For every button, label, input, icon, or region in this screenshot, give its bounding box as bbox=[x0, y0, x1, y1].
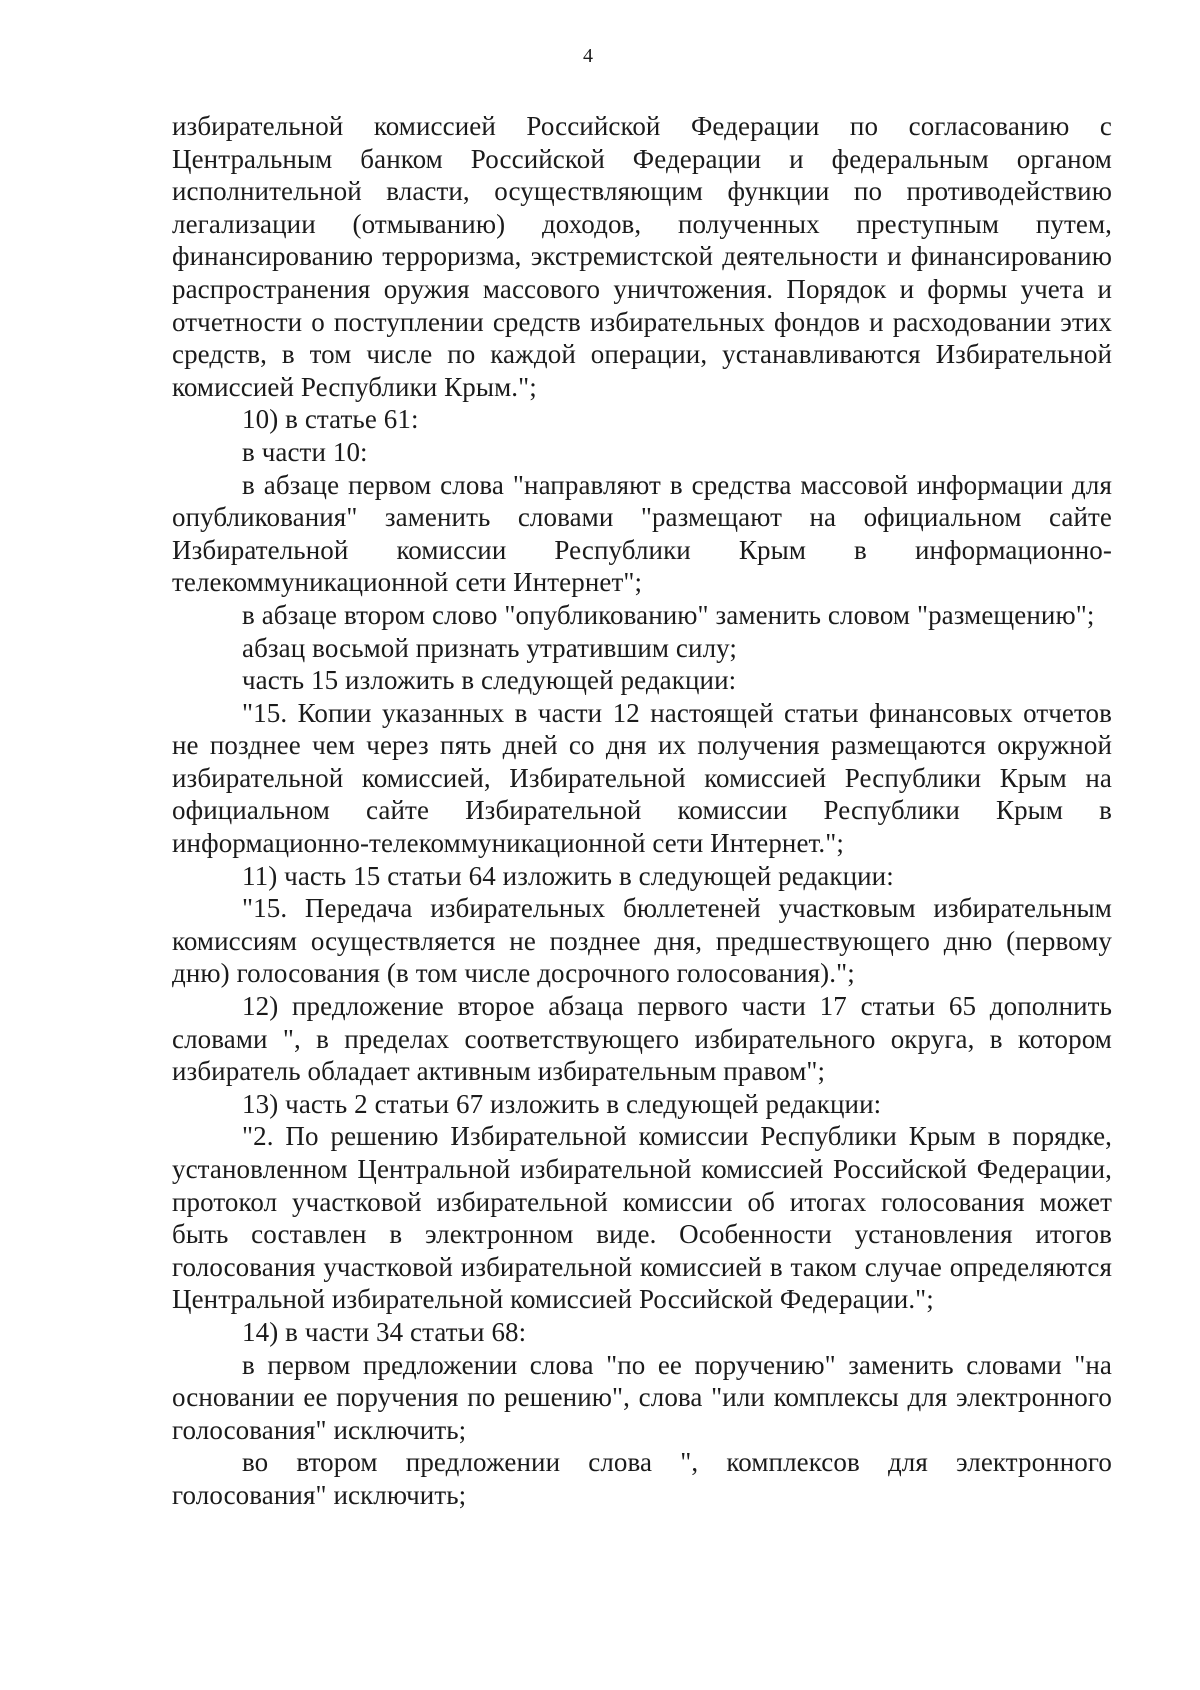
paragraph-second-sentence: во втором предложении слова ", комплексов для электронного голосования" исключить; bbox=[172, 1447, 1112, 1510]
paragraph-item-13-text: "2. По решению Избирательной комиссии Республики Крым в порядке, установленном Центральной избирательной комиссией Российской Федерации, протокол участковой избирательной комиссии об итогах голосования может быть составлен в электронном виде. Особенности установления итогов голосования участковой избирательной комиссией в таком случае определяются Центральной избирательной комиссией Российской Федерации."; bbox=[172, 1121, 1112, 1315]
document-body bbox=[172, 110, 1112, 1512]
paragraph-item-12: 12) предложение второе абзаца первого части 17 статьи 65 дополнить словами ", в пределах соответствующего избирательного округа, в котором избиратель обладает активным избирательным правом"; bbox=[172, 991, 1112, 1087]
paragraph-abzac-first: в абзаце первом слова "направляют в средства массовой информации для опубликования" заменить словами "размещают на официальном сайте Избирательной комиссии Республики Крым в информационно-телекоммуникационной сети Интернет"; bbox=[172, 469, 1112, 598]
paragraph-part-15-text: "15. Копии указанных в части 12 настоящей статьи финансовых отчетов не позднее чем через пять дней со дня их получения размещаются окружной избирательной комиссией, Избирательной комиссией Республики Крым на официальном сайте Избирательной комиссии Республики Крым в информационно-телекоммуникационной сети Интернет."; bbox=[172, 697, 1112, 859]
paragraph-item-14: 14) в части 34 статьи 68: bbox=[242, 1316, 527, 1347]
paragraph-first-sentence: в первом предложении слова "по ее поручению" заменить словами "на основании ее поручения по решению", слова "или комплексы для электронного голосования" исключить; bbox=[172, 1349, 1112, 1445]
paragraph-item-11: 11) часть 15 статьи 64 изложить в следующей редакции: bbox=[242, 860, 894, 891]
page-number: 4 bbox=[583, 45, 593, 67]
paragraph-item-13: 13) часть 2 статьи 67 изложить в следующей редакции: bbox=[242, 1088, 882, 1119]
paragraph-item-10: 10) в статье 61: bbox=[242, 404, 419, 435]
paragraph-abzac-second: в абзаце втором слово "опубликованию" заменить словом "размещению"; bbox=[242, 599, 1095, 630]
paragraph-continuation: избирательной комиссией Российской Федерации по согласованию с Центральным банком Российской Федерации и федеральным органом исполнительной власти, осуществляющим функции по противодействию легализации (отмыванию) доходов, полученных преступным путем, финансированию терроризма, экстремистской деятельности и финансированию распространения оружия массового уничтожения. Порядок и формы учета и отчетности о поступлении средств избирательных фондов и расходовании этих средств, в том числе по каждой операции, устанавливаются Избирательной комиссией Республики Крым."; bbox=[172, 111, 1112, 402]
paragraph-abzac-eighth: абзац восьмой признать утратившим силу; bbox=[242, 632, 737, 663]
paragraph-item-11-text: "15. Передача избирательных бюллетеней участковым избирательным комиссиям осуществляется не позднее дня, предшествующего дню (первому дню) голосования (в том числе досрочного голосования)."; bbox=[172, 893, 1112, 989]
paragraph-part-10: в части 10: bbox=[242, 436, 368, 467]
paragraph-part-15: часть 15 изложить в следующей редакции: bbox=[242, 665, 737, 696]
